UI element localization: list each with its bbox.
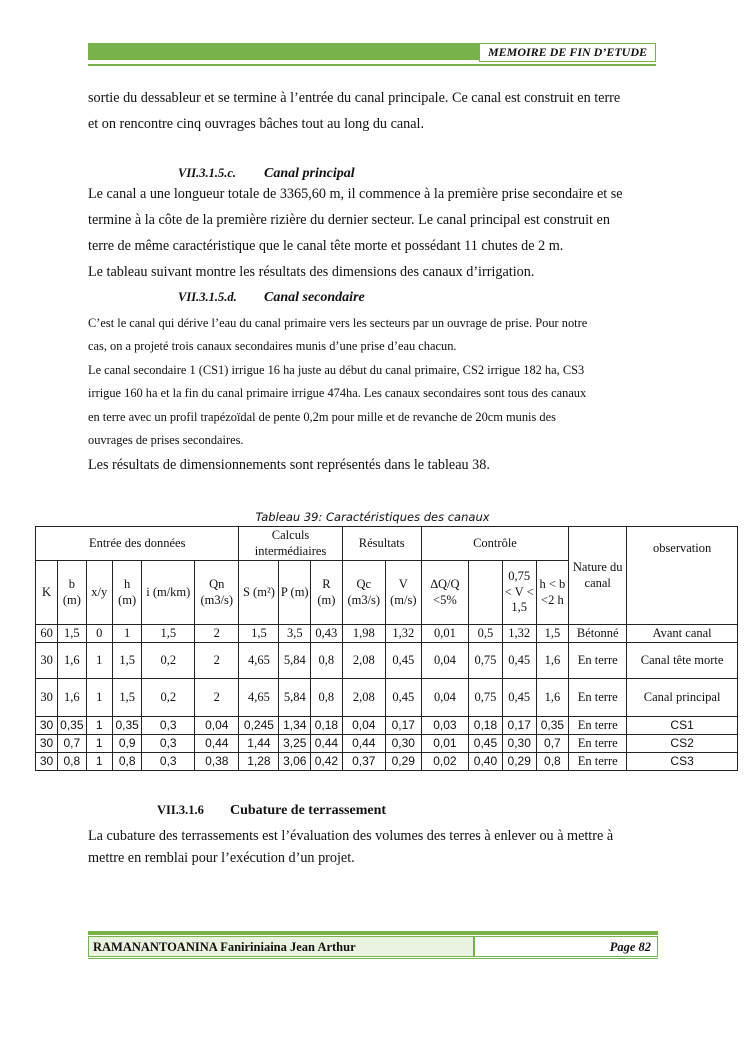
th-controle: Contrôle [421, 527, 569, 561]
table-cell: 0,45 [469, 735, 503, 753]
canal-table [35, 526, 738, 771]
table-cell: 0,01 [421, 735, 468, 753]
table-cell: 30 [36, 643, 58, 679]
th-qn: Qn (m3/s) [195, 561, 239, 625]
table-cell: 4,65 [239, 679, 279, 717]
table-cell: 0,37 [342, 753, 385, 771]
table-cell: 0,75 [469, 679, 503, 717]
table-cell: 30 [36, 679, 58, 717]
table-cell: En terre [569, 735, 627, 753]
table-cell: 0,17 [385, 717, 421, 735]
table-cell: 1,5 [112, 679, 142, 717]
table-cell: 1,28 [239, 753, 279, 771]
table-cell: 1 [86, 717, 112, 735]
section-6-heading [157, 803, 386, 819]
table-cell: 2 [195, 625, 239, 643]
table-cell: 0,8 [58, 753, 86, 771]
table-cell: 0,04 [342, 717, 385, 735]
th-v: V (m/s) [385, 561, 421, 625]
th-p: P (m) [279, 561, 311, 625]
section-d-line-3: Le canal secondaire 1 (CS1) irrigue 16 ha juste au début du canal primaire, CS2 irrigue 182 ha, CS3 [88, 363, 585, 377]
table-row [36, 625, 738, 643]
section-c-number: VII.3.1.5.c. [178, 166, 236, 180]
section-c-line-4: Le tableau suivant montre les résultats des dimensions des canaux d’irrigation. [88, 264, 535, 280]
table-cell: 0,44 [311, 735, 343, 753]
th-observation: observation [627, 527, 738, 625]
table-cell: 2 [195, 643, 239, 679]
th-k: K [36, 561, 58, 625]
table-cell: Bétonné [569, 625, 627, 643]
section-6-number: VII.3.1.6 [157, 803, 204, 817]
table-cell: 0,245 [239, 717, 279, 735]
section-d-line-5: en terre avec un profil trapézoïdal de pente 0,2m pour mille et de revanche de 20cm munis des [88, 410, 556, 424]
table-cell: 30 [36, 717, 58, 735]
table-body [36, 625, 738, 771]
table-cell: 0,29 [385, 753, 421, 771]
section-d-heading [178, 290, 365, 306]
th-v-range: 0,75 < V < 1,5 [502, 561, 536, 625]
table-cell: 1,32 [385, 625, 421, 643]
table-cell: 0,44 [342, 735, 385, 753]
table-cell: 0,8 [311, 643, 343, 679]
section-c-line-1: Le canal a une longueur totale de 3365,60 m, il commence à la première prise secondaire et se [88, 186, 623, 202]
table-cell: 0,30 [502, 735, 536, 753]
table-cell: 2,08 [342, 679, 385, 717]
th-blank [469, 561, 503, 625]
table-cell: 0,75 [469, 643, 503, 679]
table-cell: 0,9 [112, 735, 142, 753]
footer-green-bar [88, 931, 658, 935]
table-cell: 1,5 [58, 625, 86, 643]
table-cell: 1,6 [536, 643, 569, 679]
table-row [36, 735, 738, 753]
table-cell: Avant canal [627, 625, 738, 643]
table-cell: 0,29 [502, 753, 536, 771]
table-row [36, 753, 738, 771]
table-cell: 0,03 [421, 717, 468, 735]
table-cell: 0,04 [195, 717, 239, 735]
table-cell: 0,45 [502, 643, 536, 679]
section-d-line-1: C’est le canal qui dérive l’eau du canal primaire vers les secteurs par un ouvrage de prise. Pour notre [88, 316, 588, 330]
section-c-line-3: terre de même caractéristique que le canal tête morte et possédant 11 chutes de 2 m. [88, 238, 564, 254]
th-xy: x/y [86, 561, 112, 625]
page-footer [88, 931, 658, 961]
table-cell: 1 [112, 625, 142, 643]
table-cell: 0,5 [469, 625, 503, 643]
table-cell: 30 [36, 735, 58, 753]
table-cell: 0,45 [502, 679, 536, 717]
table-cell: 1 [86, 753, 112, 771]
table-cell: 0,01 [421, 625, 468, 643]
table-cell: 1,34 [279, 717, 311, 735]
table-cell: Canal tête morte [627, 643, 738, 679]
table-cell: 0,04 [421, 679, 468, 717]
table-cell: 0,44 [195, 735, 239, 753]
table-cell: 0,8 [112, 753, 142, 771]
table-cell: 1,6 [536, 679, 569, 717]
table-caption: Tableau 39: Caractéristiques des canaux [255, 510, 490, 524]
intro-line-2: et on rencontre cinq ouvrages bâches tout au long du canal. [88, 116, 425, 132]
section-c-heading [178, 166, 355, 182]
table-cell: En terre [569, 753, 627, 771]
section-d-after: Les résultats de dimensionnements sont représentés dans le tableau 38. [88, 457, 490, 473]
table-cell: 3,5 [279, 625, 311, 643]
th-h-b: h < b <2 h [536, 561, 569, 625]
th-dq: ∆Q/Q <5% [421, 561, 468, 625]
table-cell: 1,5 [112, 643, 142, 679]
table-cell: 1 [86, 735, 112, 753]
table-cell: 0,18 [469, 717, 503, 735]
table-cell: 0,3 [142, 717, 195, 735]
table-cell: 0,8 [311, 679, 343, 717]
section-d-number: VII.3.1.5.d. [178, 290, 237, 304]
table-cell: 0,3 [142, 753, 195, 771]
table-cell: 2 [195, 679, 239, 717]
table-cell: 0,35 [58, 717, 86, 735]
table-cell: 0,38 [195, 753, 239, 771]
table-row [36, 717, 738, 735]
th-b: b (m) [58, 561, 86, 625]
table-cell: 1,5 [142, 625, 195, 643]
table-cell: 1,5 [536, 625, 569, 643]
table-cell: CS2 [627, 735, 738, 753]
table-cell: 0,42 [311, 753, 343, 771]
th-i: i (m/km) [142, 561, 195, 625]
table-cell: 3,06 [279, 753, 311, 771]
table-cell: 1 [86, 643, 112, 679]
intro-line-1: sortie du dessableur et se termine à l’entrée du canal principale. Ce canal est construit en terre [88, 90, 621, 106]
table-row [36, 679, 738, 717]
section-6-line-1: La cubature des terrassements est l’évaluation des volumes des terres à enlever ou à mettre à [88, 828, 614, 844]
table-cell: 4,65 [239, 643, 279, 679]
table-cell: 0,7 [536, 735, 569, 753]
section-6-title: Cubature de terrassement [230, 803, 387, 818]
table-cell: En terre [569, 679, 627, 717]
table-cell: 0,17 [502, 717, 536, 735]
table-cell: 0,30 [385, 735, 421, 753]
th-s: S (m²) [239, 561, 279, 625]
header-title: MEMOIRE DE FIN D’ETUDE [479, 43, 656, 62]
th-entree: Entrée des données [36, 527, 239, 561]
table-cell: 0,45 [385, 643, 421, 679]
table-cell: 1 [86, 679, 112, 717]
th-resultats: Résultats [342, 527, 421, 561]
table-cell: CS3 [627, 753, 738, 771]
section-d-line-6: ouvrages de prises secondaires. [88, 433, 244, 447]
table-cell: 0,35 [112, 717, 142, 735]
table-cell: 1,5 [239, 625, 279, 643]
table-cell: 0,7 [58, 735, 86, 753]
table-cell: 0,40 [469, 753, 503, 771]
table-cell: 0,2 [142, 643, 195, 679]
table-cell: 0,2 [142, 679, 195, 717]
table-cell: 1,32 [502, 625, 536, 643]
table-row [36, 643, 738, 679]
table-cell: 3,25 [279, 735, 311, 753]
section-d-line-2: cas, on a projeté trois canaux secondaires munis d’une prise d’eau chacun. [88, 339, 457, 353]
table-cell: 5,84 [279, 643, 311, 679]
header-rule [88, 64, 656, 66]
table-cell: En terre [569, 643, 627, 679]
page-header [88, 43, 656, 67]
table-cell: 0 [86, 625, 112, 643]
table-cell: 0,18 [311, 717, 343, 735]
table-cell: 0,3 [142, 735, 195, 753]
table-cell: 30 [36, 753, 58, 771]
section-c-line-2: termine à la côte de la première rizière du dernier secteur. Le canal principal est construit en [88, 212, 610, 228]
th-calculs: Calculs intermédiaires [239, 527, 342, 561]
table-cell: En terre [569, 717, 627, 735]
section-6-line-2: mettre en remblai pour l’exécution d’un projet. [88, 850, 355, 866]
th-nature: Nature du canal [569, 527, 627, 625]
table-cell: 0,02 [421, 753, 468, 771]
th-qc: Qc (m3/s) [342, 561, 385, 625]
table-cell: 0,8 [536, 753, 569, 771]
table-cell: 0,43 [311, 625, 343, 643]
table-cell: 2,08 [342, 643, 385, 679]
section-d-title: Canal secondaire [264, 290, 365, 305]
footer-author: RAMANANTOANINA Faniriniaina Jean Arthur [88, 936, 474, 957]
th-h: h (m) [112, 561, 142, 625]
table-cell: 0,45 [385, 679, 421, 717]
table-cell: 0,35 [536, 717, 569, 735]
footer-page-number: Page 82 [474, 936, 658, 957]
table-cell: 1,44 [239, 735, 279, 753]
table-cell: 5,84 [279, 679, 311, 717]
table-cell: 1,98 [342, 625, 385, 643]
table-cell: Canal principal [627, 679, 738, 717]
table-cell: 1,6 [58, 679, 86, 717]
th-r: R (m) [311, 561, 343, 625]
footer-rule [88, 958, 658, 960]
header-green-bar [88, 43, 479, 60]
section-d-line-4: irrigue 160 ha et la fin du canal primaire irrigue 474ha. Les canaux secondaires sont tous des canaux [88, 386, 587, 400]
table-cell: CS1 [627, 717, 738, 735]
table-cell: 1,6 [58, 643, 86, 679]
section-c-title: Canal principal [264, 166, 355, 181]
table-cell: 60 [36, 625, 58, 643]
table-cell: 0,04 [421, 643, 468, 679]
